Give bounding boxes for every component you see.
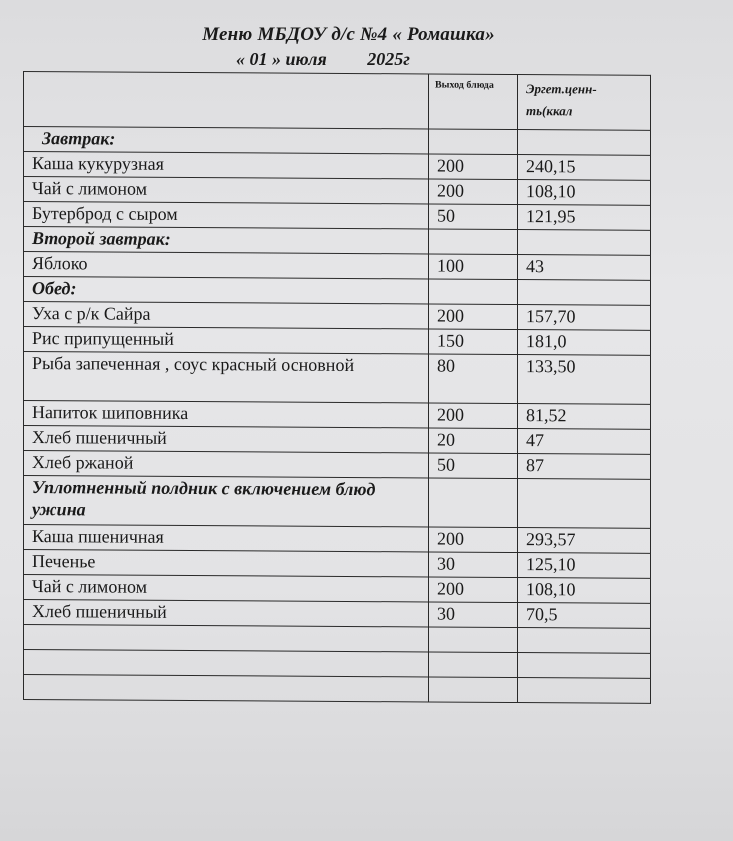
empty-row <box>24 675 651 704</box>
dish-name: Чай с лимоном <box>24 575 429 602</box>
dish-name: Яблоко <box>24 252 429 279</box>
empty-cell <box>429 627 518 653</box>
dish-output <box>429 279 518 305</box>
dish-output: 200 <box>429 403 518 429</box>
dish-row <box>24 202 651 231</box>
date-day: « 01 » июля <box>236 49 327 69</box>
dish-energy: 293,57 <box>518 528 651 554</box>
header-dish <box>24 72 429 129</box>
dish-name: Напиток шиповника <box>24 401 429 428</box>
section-row <box>24 277 651 306</box>
dish-energy: 70,5 <box>518 603 651 629</box>
dish-name: Чай с лимоном <box>24 177 429 204</box>
dish-energy: 108,10 <box>518 578 651 604</box>
dish-output: 200 <box>429 154 518 180</box>
dish-row <box>24 177 651 206</box>
dish-output: 50 <box>429 453 518 479</box>
menu-date <box>236 49 410 70</box>
dish-output: 30 <box>429 552 518 578</box>
dish-output <box>429 229 518 255</box>
date-year: 2025г <box>367 49 410 69</box>
dish-energy: 47 <box>518 429 651 455</box>
dish-row <box>24 426 651 455</box>
dish-energy: 121,95 <box>518 205 651 231</box>
dish-name: Хлеб пшеничный <box>24 600 429 627</box>
dish-output: 100 <box>429 254 518 280</box>
empty-cell <box>518 678 651 704</box>
dish-energy: 125,10 <box>518 553 651 579</box>
dish-output: 200 <box>429 304 518 330</box>
dish-row <box>24 327 651 356</box>
dish-output: 50 <box>429 204 518 230</box>
dish-output: 150 <box>429 329 518 355</box>
dish-name: Хлеб ржаной <box>24 451 429 478</box>
dish-energy: 240,15 <box>518 155 651 181</box>
dish-row <box>24 550 651 579</box>
dish-row <box>24 525 651 554</box>
dish-row <box>24 600 651 629</box>
dish-output: 20 <box>429 428 518 454</box>
dish-row <box>24 575 651 604</box>
section-title: Уплотненный полдник с включением блюд ужина <box>24 476 429 527</box>
empty-cell <box>429 677 518 703</box>
dish-row <box>24 302 651 331</box>
section-title: Обед: <box>24 277 429 304</box>
empty-cell <box>518 628 651 654</box>
dish-output: 200 <box>429 527 518 553</box>
dish-output: 200 <box>429 577 518 603</box>
dish-name: Бутерброд с сыром <box>24 202 429 229</box>
dish-row <box>24 152 651 181</box>
dish-energy: 87 <box>518 454 651 480</box>
dish-name: Уха с р/к Сайра <box>24 302 429 329</box>
empty-cell <box>429 652 518 678</box>
page-title: Меню МБДОУ д/с №4 « Ромашка» <box>202 24 495 45</box>
dish-name: Печенье <box>24 550 429 577</box>
dish-energy <box>518 280 651 306</box>
dish-row <box>24 451 651 480</box>
section-title: Завтрак: <box>24 127 429 154</box>
dish-energy: 133,50 <box>518 355 651 405</box>
header-output: Выход блюда <box>429 74 518 130</box>
dish-energy: 108,10 <box>518 180 651 206</box>
dish-name: Рыба запеченная , соус красный основной <box>24 352 429 403</box>
empty-cell <box>24 625 429 652</box>
empty-row <box>24 650 651 679</box>
dish-name: Рис припущенный <box>24 327 429 354</box>
section-row <box>24 227 651 256</box>
dish-output: 80 <box>429 354 518 404</box>
dish-row <box>24 401 651 430</box>
dish-name: Хлеб пшеничный <box>24 426 429 453</box>
header-energy: Эргет.ценн-ть(ккал <box>518 75 651 131</box>
empty-cell <box>24 650 429 677</box>
section-row <box>24 476 651 529</box>
table-header-row <box>24 72 651 131</box>
dish-output: 30 <box>429 602 518 628</box>
dish-energy: 81,52 <box>518 404 651 430</box>
dish-energy: 181,0 <box>518 330 651 356</box>
dish-output: 200 <box>429 179 518 205</box>
dish-row <box>24 252 651 281</box>
dish-name: Каша пшеничная <box>24 525 429 552</box>
dish-output <box>429 478 518 528</box>
section-title: Второй завтрак: <box>24 227 429 254</box>
dish-output <box>429 129 518 155</box>
dish-energy <box>518 130 651 156</box>
empty-cell <box>24 675 429 702</box>
dish-row <box>24 352 651 405</box>
dish-energy <box>518 479 651 529</box>
empty-row <box>24 625 651 654</box>
menu-table <box>23 71 651 704</box>
dish-name: Каша кукурузная <box>24 152 429 179</box>
dish-energy: 43 <box>518 255 651 281</box>
empty-cell <box>518 653 651 679</box>
section-row <box>24 127 651 156</box>
dish-energy <box>518 230 651 256</box>
dish-energy: 157,70 <box>518 305 651 331</box>
